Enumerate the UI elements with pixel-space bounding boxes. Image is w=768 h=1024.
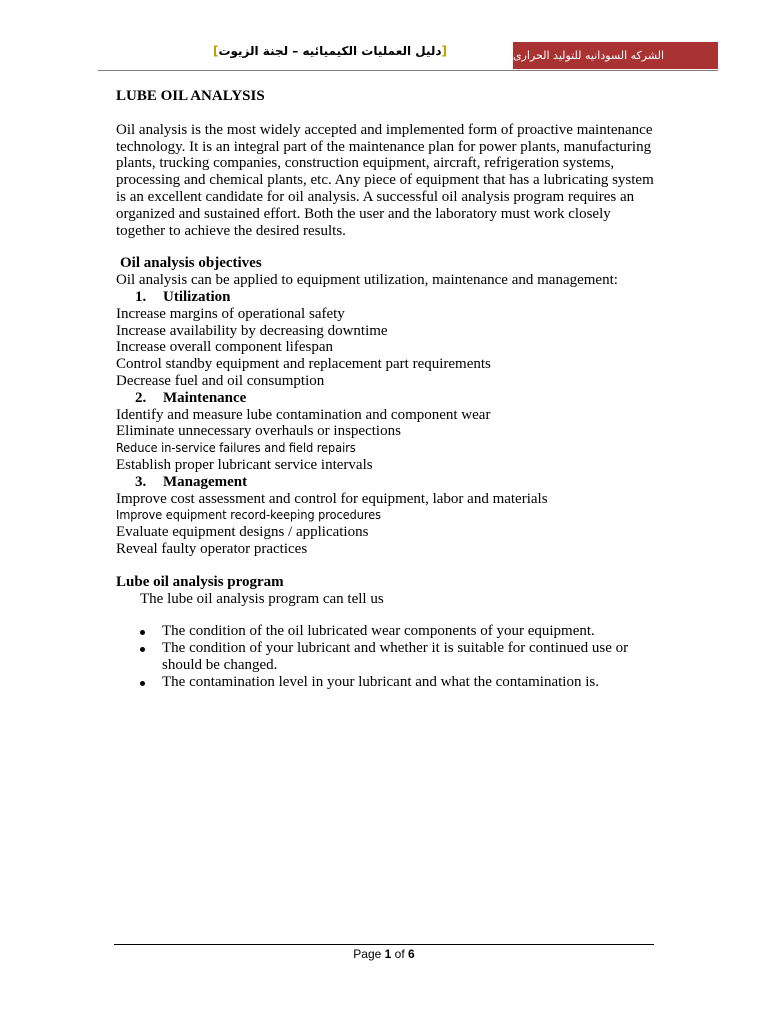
header-company-name: الشركه السودانيه للتوليد الحرارى [513, 49, 665, 62]
bullet-text: The condition of your lubricant and whether it is suitable for continued use or should be changed. [162, 640, 629, 673]
list-item: Decrease fuel and oil consumption [116, 372, 325, 389]
list-item: Increase overall component lifespan [116, 339, 333, 356]
list-item: Evaluate equipment designs / applications [116, 524, 369, 541]
page-body [116, 88, 656, 691]
list-item: Reveal faulty operator practices [116, 540, 308, 557]
list-item [116, 640, 656, 674]
program-heading: Lube oil analysis program [116, 573, 284, 590]
list-item: Control standby equipment and replacement part requirements [116, 356, 491, 373]
header-title-text: دليل العمليات الكيميائيه – لجنة الزيوت [218, 44, 442, 58]
header-document-title [170, 44, 490, 58]
section-utilization-heading [116, 289, 656, 306]
bullet-text: The condition of the oil lubricated wear components of your equipment. [162, 623, 595, 640]
list-item: Improve cost assessment and control for equipment, labor and materials [116, 490, 548, 507]
header-rule [98, 70, 718, 71]
bullet-icon [140, 647, 145, 652]
page-of: of [394, 947, 405, 961]
list-item [116, 623, 656, 640]
bullet-icon [140, 630, 145, 635]
objectives-lead: Oil analysis can be applied to equipment utilization, maintenance and management: [116, 272, 618, 289]
section-maintenance-heading [116, 390, 656, 407]
section-title: Maintenance [163, 389, 247, 406]
program-bullet-list [116, 623, 656, 690]
bullet-icon [140, 681, 145, 686]
page-title: LUBE OIL ANALYSIS [116, 88, 265, 104]
objectives-heading: Oil analysis objectives [120, 255, 262, 272]
page-total: 6 [408, 947, 415, 961]
section-title: Management [163, 473, 248, 490]
program-lead: The lube oil analysis program can tell us [140, 590, 384, 607]
list-item: Improve equipment record-keeping procedures [116, 507, 382, 523]
list-item: Reduce in-service failures and field repairs [116, 440, 356, 456]
list-item: Establish proper lubricant service intervals [116, 456, 373, 473]
list-item: Eliminate unnecessary overhauls or inspections [116, 423, 401, 440]
section-management-heading [116, 474, 656, 491]
header-bracket-open: [ [441, 44, 448, 58]
bullet-text: The contamination level in your lubricant and what the contamination is. [162, 673, 599, 690]
intro-paragraph: Oil analysis is the most widely accepted and implemented form of proactive maintenance technology. It is an integral part of the maintenance plan for power plants, manufacturing plants, trucking companies, construction equipment, aircraft, refrigeration systems, processing and chemical plants, etc. Any piece of equipment that has a lubricating system is an excellent candidate for oil analysis. A successful oil analysis program requires an organized and sustained effort. Both the user and the laboratory must work closely together to achieve the desired results. [116, 121, 654, 239]
list-item: Identify and measure lube contamination and component wear [116, 406, 491, 423]
header-bracket-close: ] [212, 44, 219, 58]
list-item: Increase availability by decreasing downtime [116, 322, 388, 339]
spacer [116, 558, 656, 574]
section-title: Utilization [163, 288, 231, 305]
list-item [116, 674, 656, 691]
page-current: 1 [384, 947, 392, 961]
page-number [300, 947, 468, 961]
section-number: 1. [135, 288, 147, 305]
footer-rule [114, 944, 654, 945]
list-item: Increase margins of operational safety [116, 305, 345, 322]
section-number: 2. [135, 389, 147, 406]
section-number: 3. [135, 473, 147, 490]
page-word: Page [353, 947, 382, 961]
header-company-box [513, 42, 718, 69]
